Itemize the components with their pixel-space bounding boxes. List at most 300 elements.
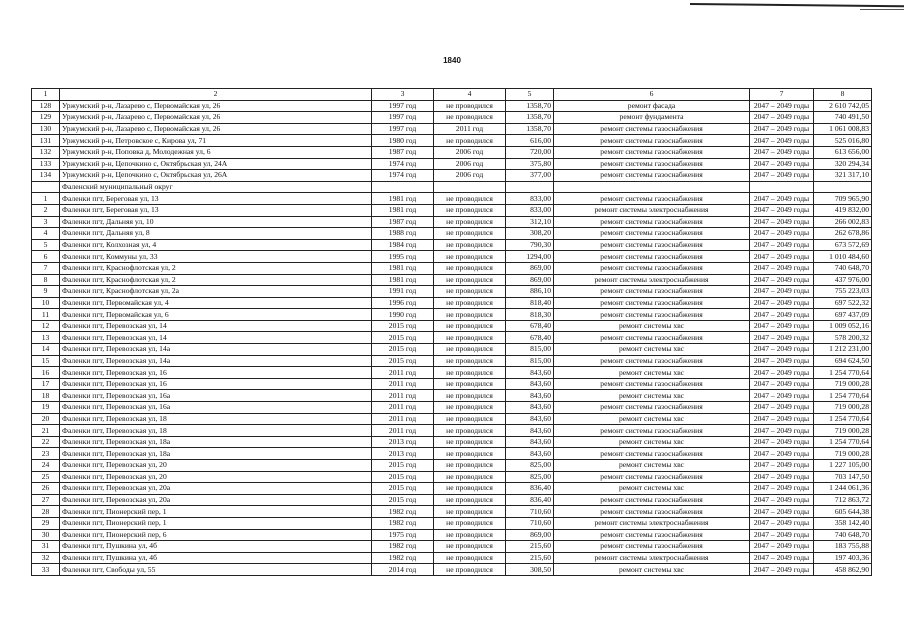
table-row bbox=[32, 541, 872, 553]
work-type-cell: ремонт системы газоснабжения bbox=[554, 158, 750, 170]
period-cell: 2047 – 2049 годы bbox=[750, 355, 814, 367]
cost-cell: 740 648,70 bbox=[814, 262, 872, 274]
year-built-cell: 1981 год bbox=[372, 193, 434, 205]
cost-cell: 740 491,50 bbox=[814, 112, 872, 124]
area-cell: 818,30 bbox=[506, 309, 554, 321]
cost-cell: 262 678,86 bbox=[814, 228, 872, 240]
area-cell: 710,60 bbox=[506, 506, 554, 518]
period-cell: 2047 – 2049 годы bbox=[750, 286, 814, 298]
work-type-cell: ремонт системы газоснабжения bbox=[554, 297, 750, 309]
period-cell: 2047 – 2049 годы bbox=[750, 158, 814, 170]
row-number: 6 bbox=[32, 251, 60, 263]
period-cell: 2047 – 2049 годы bbox=[750, 100, 814, 112]
area-cell: 312,10 bbox=[506, 216, 554, 228]
row-number: 14 bbox=[32, 344, 60, 356]
address-cell: Фаленки пгт, Свободы ул, 55 bbox=[60, 564, 372, 576]
row-number: 10 bbox=[32, 297, 60, 309]
cost-cell: 1 254 770,64 bbox=[814, 390, 872, 402]
work-type-cell: ремонт системы газоснабжения bbox=[554, 529, 750, 541]
period-cell: 2047 – 2049 годы bbox=[750, 135, 814, 147]
table-row bbox=[32, 274, 872, 286]
area-cell: 886,10 bbox=[506, 286, 554, 298]
section-empty-cell bbox=[750, 181, 814, 193]
year-built-cell: 2013 год bbox=[372, 448, 434, 460]
cost-cell: 740 648,70 bbox=[814, 529, 872, 541]
area-cell: 710,60 bbox=[506, 517, 554, 529]
table-row bbox=[32, 378, 872, 390]
last-repair-cell: не проводился bbox=[434, 541, 506, 553]
last-repair-cell: не проводился bbox=[434, 251, 506, 263]
table-row bbox=[32, 146, 872, 158]
address-cell: Уржумский р-н, Петровское с, Кирова ул, 71 bbox=[60, 135, 372, 147]
address-cell: Фаленки пгт, Краснофлотская ул, 2а bbox=[60, 286, 372, 298]
work-type-cell: ремонт фундамента bbox=[554, 112, 750, 124]
last-repair-cell: не проводился bbox=[434, 425, 506, 437]
row-number: 9 bbox=[32, 286, 60, 298]
period-cell: 2047 – 2049 годы bbox=[750, 297, 814, 309]
work-type-cell: ремонт системы хвс bbox=[554, 564, 750, 576]
table-row bbox=[32, 158, 872, 170]
period-cell: 2047 – 2049 годы bbox=[750, 460, 814, 472]
last-repair-cell: 2006 год bbox=[434, 146, 506, 158]
cost-cell: 697 437,09 bbox=[814, 309, 872, 321]
last-repair-cell: 2006 год bbox=[434, 158, 506, 170]
area-cell: 843,60 bbox=[506, 448, 554, 460]
table-body bbox=[32, 89, 872, 576]
repair-register-table bbox=[31, 88, 872, 576]
address-cell: Фаленки пгт, Пушкина ул, 4б bbox=[60, 552, 372, 564]
cost-cell: 673 572,69 bbox=[814, 239, 872, 251]
table-row bbox=[32, 460, 872, 472]
last-repair-cell: не проводился bbox=[434, 517, 506, 529]
cost-cell: 525 016,80 bbox=[814, 135, 872, 147]
work-type-cell: ремонт системы газоснабжения bbox=[554, 448, 750, 460]
area-cell: 869,00 bbox=[506, 262, 554, 274]
row-number: 27 bbox=[32, 494, 60, 506]
area-cell: 215,60 bbox=[506, 552, 554, 564]
work-type-cell: ремонт фасада bbox=[554, 100, 750, 112]
table-row bbox=[32, 228, 872, 240]
scan-artifact-line bbox=[690, 3, 904, 7]
address-cell: Фаленки пгт, Береговая ул, 13 bbox=[60, 193, 372, 205]
work-type-cell: ремонт системы газоснабжения bbox=[554, 471, 750, 483]
address-cell: Фаленки пгт, Перевозская ул, 16а bbox=[60, 390, 372, 402]
table-row bbox=[32, 402, 872, 414]
work-type-cell: ремонт системы газоснабжения bbox=[554, 332, 750, 344]
year-built-cell: 2011 год bbox=[372, 425, 434, 437]
work-type-cell: ремонт системы газоснабжения bbox=[554, 425, 750, 437]
last-repair-cell: не проводился bbox=[434, 355, 506, 367]
row-number: 24 bbox=[32, 460, 60, 472]
row-number: 128 bbox=[32, 100, 60, 112]
last-repair-cell: не проводился bbox=[434, 228, 506, 240]
year-built-cell: 1981 год bbox=[372, 274, 434, 286]
row-number: 131 bbox=[32, 135, 60, 147]
header-cell-1: 1 bbox=[32, 89, 60, 101]
last-repair-cell: не проводился bbox=[434, 297, 506, 309]
period-cell: 2047 – 2049 годы bbox=[750, 344, 814, 356]
cost-cell: 697 522,32 bbox=[814, 297, 872, 309]
area-cell: 825,00 bbox=[506, 460, 554, 472]
last-repair-cell: не проводился bbox=[434, 204, 506, 216]
table-row bbox=[32, 436, 872, 448]
area-cell: 678,40 bbox=[506, 320, 554, 332]
address-cell: Фаленки пгт, Первомайская ул, 6 bbox=[60, 309, 372, 321]
row-number: 26 bbox=[32, 483, 60, 495]
area-cell: 869,00 bbox=[506, 274, 554, 286]
row-number: 8 bbox=[32, 274, 60, 286]
period-cell: 2047 – 2049 годы bbox=[750, 112, 814, 124]
work-type-cell: ремонт системы газоснабжения bbox=[554, 251, 750, 263]
last-repair-cell: не проводился bbox=[434, 494, 506, 506]
period-cell: 2047 – 2049 годы bbox=[750, 425, 814, 437]
section-empty-cell bbox=[554, 181, 750, 193]
work-type-cell: ремонт системы хвс bbox=[554, 413, 750, 425]
address-cell: Фаленки пгт, Пионерский пер, 1 bbox=[60, 506, 372, 518]
row-number: 3 bbox=[32, 216, 60, 228]
last-repair-cell: не проводился bbox=[434, 506, 506, 518]
period-cell: 2047 – 2049 годы bbox=[750, 123, 814, 135]
table-row bbox=[32, 367, 872, 379]
year-built-cell: 1990 год bbox=[372, 309, 434, 321]
period-cell: 2047 – 2049 годы bbox=[750, 390, 814, 402]
last-repair-cell: не проводился bbox=[434, 402, 506, 414]
work-type-cell: ремонт системы газоснабжения bbox=[554, 506, 750, 518]
work-type-cell: ремонт системы газоснабжения bbox=[554, 378, 750, 390]
table-header-row bbox=[32, 89, 872, 101]
address-cell: Уржумский р-н, Цепочкино с, Октябрьская ул, 26А bbox=[60, 170, 372, 182]
period-cell: 2047 – 2049 годы bbox=[750, 320, 814, 332]
work-type-cell: ремонт системы газоснабжения bbox=[554, 355, 750, 367]
row-number: 133 bbox=[32, 158, 60, 170]
section-title: Фаленский муниципальный округ bbox=[60, 181, 372, 193]
area-cell: 375,80 bbox=[506, 158, 554, 170]
period-cell: 2047 – 2049 годы bbox=[750, 251, 814, 263]
table-row bbox=[32, 100, 872, 112]
section-number-cell bbox=[32, 181, 60, 193]
year-built-cell: 1982 год bbox=[372, 506, 434, 518]
year-built-cell: 2011 год bbox=[372, 402, 434, 414]
period-cell: 2047 – 2049 годы bbox=[750, 367, 814, 379]
year-built-cell: 1991 год bbox=[372, 286, 434, 298]
cost-cell: 703 147,50 bbox=[814, 471, 872, 483]
last-repair-cell: не проводился bbox=[434, 483, 506, 495]
cost-cell: 183 755,88 bbox=[814, 541, 872, 553]
year-built-cell: 1988 год bbox=[372, 228, 434, 240]
area-cell: 833,00 bbox=[506, 193, 554, 205]
last-repair-cell: не проводился bbox=[434, 239, 506, 251]
period-cell: 2047 – 2049 годы bbox=[750, 274, 814, 286]
address-cell: Фаленки пгт, Перевозская ул, 14а bbox=[60, 344, 372, 356]
row-number: 2 bbox=[32, 204, 60, 216]
cost-cell: 419 832,00 bbox=[814, 204, 872, 216]
cost-cell: 1 010 484,60 bbox=[814, 251, 872, 263]
year-built-cell: 1997 год bbox=[372, 112, 434, 124]
address-cell: Фаленки пгт, Пионерский пер, 1 bbox=[60, 517, 372, 529]
row-number: 18 bbox=[32, 390, 60, 402]
year-built-cell: 1995 год bbox=[372, 251, 434, 263]
header-cell-4: 4 bbox=[434, 89, 506, 101]
table-row bbox=[32, 564, 872, 576]
address-cell: Фаленки пгт, Перевозская ул, 18 bbox=[60, 413, 372, 425]
period-cell: 2047 – 2049 годы bbox=[750, 228, 814, 240]
header-cell-6: 6 bbox=[554, 89, 750, 101]
period-cell: 2047 – 2049 годы bbox=[750, 436, 814, 448]
work-type-cell: ремонт системы хвс bbox=[554, 320, 750, 332]
area-cell: 843,60 bbox=[506, 413, 554, 425]
cost-cell: 605 644,38 bbox=[814, 506, 872, 518]
address-cell: Фаленки пгт, Краснофлотская ул, 2 bbox=[60, 262, 372, 274]
row-number: 25 bbox=[32, 471, 60, 483]
year-built-cell: 2013 год bbox=[372, 436, 434, 448]
year-built-cell: 1981 год bbox=[372, 204, 434, 216]
page-number: 1840 bbox=[443, 56, 461, 65]
address-cell: Фаленки пгт, Колхозная ул, 4 bbox=[60, 239, 372, 251]
table-row bbox=[32, 413, 872, 425]
year-built-cell: 2015 год bbox=[372, 320, 434, 332]
area-cell: 843,60 bbox=[506, 367, 554, 379]
last-repair-cell: не проводился bbox=[434, 344, 506, 356]
row-number: 4 bbox=[32, 228, 60, 240]
address-cell: Фаленки пгт, Дальняя ул, 10 bbox=[60, 216, 372, 228]
last-repair-cell: не проводился bbox=[434, 100, 506, 112]
area-cell: 836,40 bbox=[506, 483, 554, 495]
address-cell: Фаленки пгт, Береговая ул, 13 bbox=[60, 204, 372, 216]
table-row bbox=[32, 494, 872, 506]
period-cell: 2047 – 2049 годы bbox=[750, 494, 814, 506]
address-cell: Фаленки пгт, Краснофлотская ул, 2 bbox=[60, 274, 372, 286]
work-type-cell: ремонт системы электроснабжения bbox=[554, 274, 750, 286]
header-cell-2: 2 bbox=[60, 89, 372, 101]
area-cell: 843,60 bbox=[506, 425, 554, 437]
row-number: 29 bbox=[32, 517, 60, 529]
row-number: 21 bbox=[32, 425, 60, 437]
area-cell: 377,00 bbox=[506, 170, 554, 182]
row-number: 32 bbox=[32, 552, 60, 564]
work-type-cell: ремонт системы газоснабжения bbox=[554, 123, 750, 135]
cost-cell: 1 244 061,36 bbox=[814, 483, 872, 495]
cost-cell: 1 254 770,64 bbox=[814, 413, 872, 425]
last-repair-cell: не проводился bbox=[434, 552, 506, 564]
row-number: 11 bbox=[32, 309, 60, 321]
row-number: 129 bbox=[32, 112, 60, 124]
address-cell: Фаленки пгт, Перевозская ул, 20 bbox=[60, 460, 372, 472]
table-row bbox=[32, 355, 872, 367]
period-cell: 2047 – 2049 годы bbox=[750, 413, 814, 425]
table-row bbox=[32, 204, 872, 216]
area-cell: 720,00 bbox=[506, 146, 554, 158]
address-cell: Уржумский р-н, Лазарево с, Первомайская ул, 26 bbox=[60, 100, 372, 112]
row-number: 31 bbox=[32, 541, 60, 553]
year-built-cell: 2011 год bbox=[372, 390, 434, 402]
address-cell: Фаленки пгт, Пионерский пер, 6 bbox=[60, 529, 372, 541]
section-empty-cell bbox=[506, 181, 554, 193]
table-row bbox=[32, 320, 872, 332]
cost-cell: 709 965,90 bbox=[814, 193, 872, 205]
section-empty-cell bbox=[434, 181, 506, 193]
area-cell: 815,00 bbox=[506, 344, 554, 356]
cost-cell: 320 294,34 bbox=[814, 158, 872, 170]
year-built-cell: 2015 год bbox=[372, 460, 434, 472]
year-built-cell: 1984 год bbox=[372, 239, 434, 251]
area-cell: 843,60 bbox=[506, 378, 554, 390]
area-cell: 815,00 bbox=[506, 355, 554, 367]
year-built-cell: 2015 год bbox=[372, 494, 434, 506]
year-built-cell: 2011 год bbox=[372, 367, 434, 379]
period-cell: 2047 – 2049 годы bbox=[750, 216, 814, 228]
table-row bbox=[32, 471, 872, 483]
work-type-cell: ремонт системы хвс bbox=[554, 390, 750, 402]
last-repair-cell: не проводился bbox=[434, 460, 506, 472]
table-row bbox=[32, 251, 872, 263]
period-cell: 2047 – 2049 годы bbox=[750, 193, 814, 205]
area-cell: 843,60 bbox=[506, 436, 554, 448]
last-repair-cell: не проводился bbox=[434, 274, 506, 286]
last-repair-cell: 2011 год bbox=[434, 123, 506, 135]
scan-artifact-line-short bbox=[860, 9, 904, 10]
table-row bbox=[32, 332, 872, 344]
year-built-cell: 1997 год bbox=[372, 123, 434, 135]
address-cell: Фаленки пгт, Перевозская ул, 20 bbox=[60, 471, 372, 483]
row-number: 19 bbox=[32, 402, 60, 414]
table-row bbox=[32, 112, 872, 124]
work-type-cell: ремонт системы газоснабжения bbox=[554, 239, 750, 251]
cost-cell: 1 212 231,00 bbox=[814, 344, 872, 356]
period-cell: 2047 – 2049 годы bbox=[750, 204, 814, 216]
cost-cell: 719 000,28 bbox=[814, 448, 872, 460]
period-cell: 2047 – 2049 годы bbox=[750, 517, 814, 529]
row-number: 22 bbox=[32, 436, 60, 448]
area-cell: 1294,00 bbox=[506, 251, 554, 263]
area-cell: 1358,70 bbox=[506, 100, 554, 112]
period-cell: 2047 – 2049 годы bbox=[750, 541, 814, 553]
table-row bbox=[32, 506, 872, 518]
row-number: 12 bbox=[32, 320, 60, 332]
work-type-cell: ремонт системы хвс bbox=[554, 436, 750, 448]
address-cell: Фаленки пгт, Перевозская ул, 16 bbox=[60, 367, 372, 379]
address-cell: Уржумский р-н, Лазарево с, Первомайская ул, 26 bbox=[60, 123, 372, 135]
table-row bbox=[32, 425, 872, 437]
area-cell: 825,00 bbox=[506, 471, 554, 483]
area-cell: 678,40 bbox=[506, 332, 554, 344]
address-cell: Фаленки пгт, Перевозская ул, 20а bbox=[60, 483, 372, 495]
row-number: 1 bbox=[32, 193, 60, 205]
row-number: 16 bbox=[32, 367, 60, 379]
work-type-cell: ремонт системы электроснабжения bbox=[554, 204, 750, 216]
row-number: 130 bbox=[32, 123, 60, 135]
period-cell: 2047 – 2049 годы bbox=[750, 471, 814, 483]
work-type-cell: ремонт системы хвс bbox=[554, 483, 750, 495]
area-cell: 869,00 bbox=[506, 529, 554, 541]
table-row bbox=[32, 344, 872, 356]
period-cell: 2047 – 2049 годы bbox=[750, 448, 814, 460]
row-number: 28 bbox=[32, 506, 60, 518]
period-cell: 2047 – 2049 годы bbox=[750, 262, 814, 274]
period-cell: 2047 – 2049 годы bbox=[750, 239, 814, 251]
last-repair-cell: не проводился bbox=[434, 193, 506, 205]
cost-cell: 1 227 105,00 bbox=[814, 460, 872, 472]
work-type-cell: ремонт системы хвс bbox=[554, 344, 750, 356]
cost-cell: 578 200,32 bbox=[814, 332, 872, 344]
work-type-cell: ремонт системы газоснабжения bbox=[554, 193, 750, 205]
table-row bbox=[32, 135, 872, 147]
last-repair-cell: не проводился bbox=[434, 367, 506, 379]
work-type-cell: ремонт системы электроснабжения bbox=[554, 517, 750, 529]
last-repair-cell: не проводился bbox=[434, 564, 506, 576]
row-number: 15 bbox=[32, 355, 60, 367]
cost-cell: 358 142,40 bbox=[814, 517, 872, 529]
year-built-cell: 1974 год bbox=[372, 158, 434, 170]
address-cell: Фаленки пгт, Перевозская ул, 14а bbox=[60, 355, 372, 367]
work-type-cell: ремонт системы газоснабжения bbox=[554, 286, 750, 298]
last-repair-cell: не проводился bbox=[434, 529, 506, 541]
year-built-cell: 1987 год bbox=[372, 146, 434, 158]
table-row bbox=[32, 483, 872, 495]
table-row bbox=[32, 297, 872, 309]
last-repair-cell: не проводился bbox=[434, 448, 506, 460]
row-number: 30 bbox=[32, 529, 60, 541]
year-built-cell: 1980 год bbox=[372, 135, 434, 147]
row-number: 33 bbox=[32, 564, 60, 576]
period-cell: 2047 – 2049 годы bbox=[750, 529, 814, 541]
table-row bbox=[32, 123, 872, 135]
table-row bbox=[32, 529, 872, 541]
cost-cell: 1 254 770,64 bbox=[814, 436, 872, 448]
year-built-cell: 1997 год bbox=[372, 100, 434, 112]
year-built-cell: 2015 год bbox=[372, 355, 434, 367]
address-cell: Фаленки пгт, Перевозская ул, 16а bbox=[60, 402, 372, 414]
table-row bbox=[32, 552, 872, 564]
header-cell-8: 8 bbox=[814, 89, 872, 101]
cost-cell: 712 863,72 bbox=[814, 494, 872, 506]
row-number: 20 bbox=[32, 413, 60, 425]
period-cell: 2047 – 2049 годы bbox=[750, 332, 814, 344]
table-row bbox=[32, 239, 872, 251]
last-repair-cell: не проводился bbox=[434, 286, 506, 298]
cost-cell: 719 000,28 bbox=[814, 425, 872, 437]
table-row bbox=[32, 216, 872, 228]
work-type-cell: ремонт системы хвс bbox=[554, 460, 750, 472]
year-built-cell: 2015 год bbox=[372, 332, 434, 344]
last-repair-cell: не проводился bbox=[434, 390, 506, 402]
last-repair-cell: 2006 год bbox=[434, 170, 506, 182]
area-cell: 818,40 bbox=[506, 297, 554, 309]
year-built-cell: 1982 год bbox=[372, 541, 434, 553]
address-cell: Уржумский р-н, Цепочкино с, Октябрьская ул, 24А bbox=[60, 158, 372, 170]
last-repair-cell: не проводился bbox=[434, 216, 506, 228]
cost-cell: 1 061 008,83 bbox=[814, 123, 872, 135]
last-repair-cell: не проводился bbox=[434, 332, 506, 344]
period-cell: 2047 – 2049 годы bbox=[750, 309, 814, 321]
work-type-cell: ремонт системы газоснабжения bbox=[554, 494, 750, 506]
work-type-cell: ремонт системы хвс bbox=[554, 367, 750, 379]
year-built-cell: 2011 год bbox=[372, 378, 434, 390]
address-cell: Фаленки пгт, Коммуны ул, 33 bbox=[60, 251, 372, 263]
address-cell: Фаленки пгт, Перевозская ул, 16 bbox=[60, 378, 372, 390]
year-built-cell: 1996 год bbox=[372, 297, 434, 309]
period-cell: 2047 – 2049 годы bbox=[750, 402, 814, 414]
row-number: 7 bbox=[32, 262, 60, 274]
cost-cell: 719 000,28 bbox=[814, 378, 872, 390]
work-type-cell: ремонт системы газоснабжения bbox=[554, 262, 750, 274]
year-built-cell: 1975 год bbox=[372, 529, 434, 541]
cost-cell: 2 610 742,05 bbox=[814, 100, 872, 112]
area-cell: 308,50 bbox=[506, 564, 554, 576]
area-cell: 843,60 bbox=[506, 390, 554, 402]
last-repair-cell: не проводился bbox=[434, 436, 506, 448]
address-cell: Фаленки пгт, Первомайская ул, 4 bbox=[60, 297, 372, 309]
period-cell: 2047 – 2049 годы bbox=[750, 378, 814, 390]
